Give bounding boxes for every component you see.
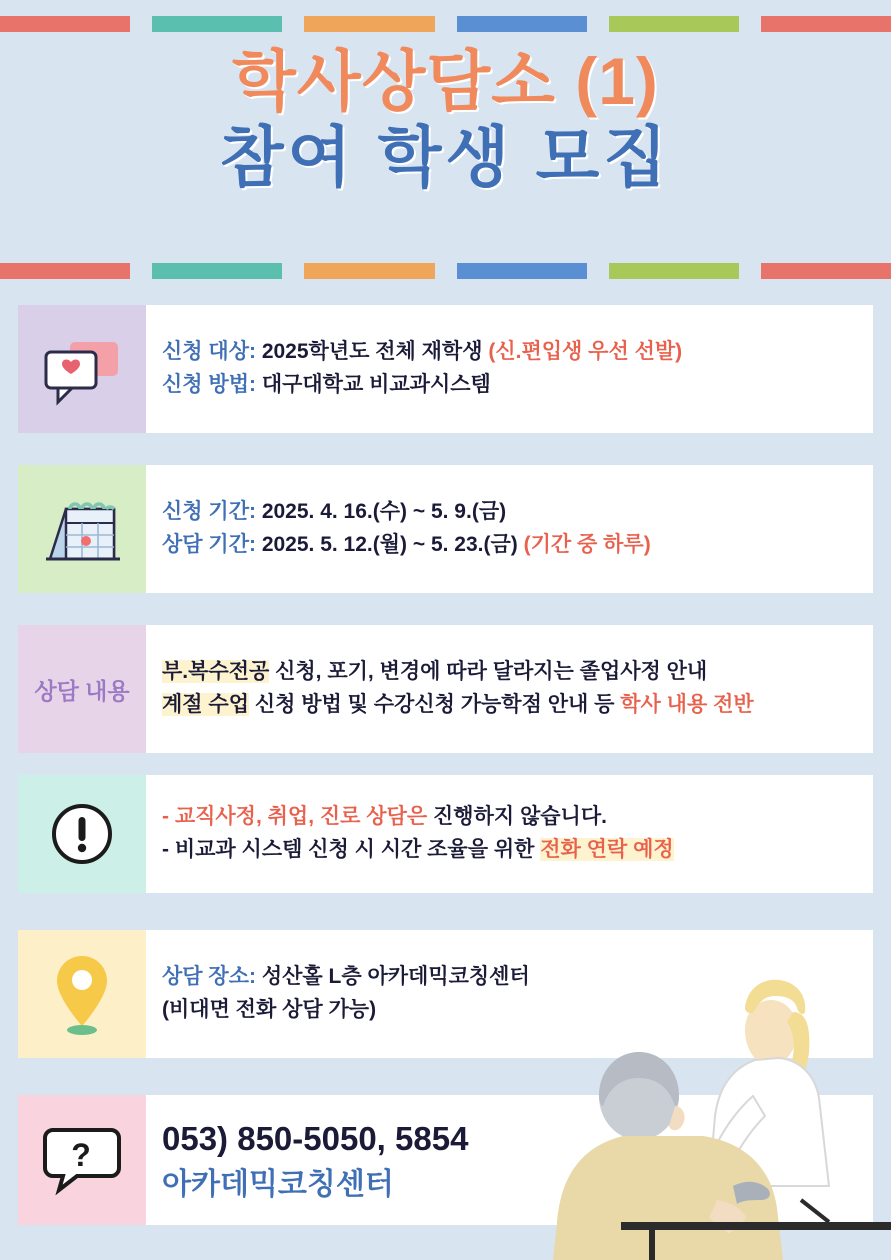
application-target-label: 신청 대상: — [162, 340, 256, 364]
apply-period-value: 2025. 4. 16.(수) ~ 5. 9.(금) — [261, 500, 507, 524]
consult-period-note: (기간 중 하루) — [523, 533, 651, 556]
place-label: 상담 장소: — [162, 965, 256, 989]
info-row-place — [18, 930, 873, 1058]
info-row-content — [18, 625, 873, 753]
content-line-1-rest: 신청, 포기, 변경에 따라 달라지는 졸업사정 안내 — [275, 660, 708, 684]
place-line-1 — [162, 961, 859, 994]
application-target-value: 2025학년도 전체 재학생 — [261, 340, 483, 364]
place-value: 성산홀 L층 아카데믹코칭센터 — [261, 965, 530, 989]
consult-period-label: 상담 기간: — [162, 533, 256, 556]
period-text — [146, 465, 873, 593]
contact-phone: 053) 850-5050, 5854 — [162, 1120, 469, 1158]
content-line-2-highlight: 계절 수업 — [162, 693, 249, 716]
illustration-desk — [621, 1222, 891, 1260]
application-text — [146, 305, 873, 433]
notice-line-1 — [162, 801, 859, 834]
apply-period-label: 신청 기간: — [162, 500, 256, 524]
content-text — [146, 625, 873, 753]
contact-text — [146, 1095, 873, 1225]
title-line-2: 참여 학생 모집 — [219, 119, 672, 194]
info-row-period — [18, 465, 873, 593]
decorative-color-bar-middle — [0, 263, 891, 279]
content-line-1 — [162, 656, 859, 689]
application-method-label: 신청 방법: — [162, 373, 256, 396]
content-line-2-note: 학사 내용 전반 — [620, 693, 754, 716]
content-label-cell — [18, 625, 146, 753]
notice-line-2-dark: - 비교과 시스템 신청 시 시간 조율을 위한 — [162, 838, 535, 861]
consult-period-line — [162, 529, 859, 562]
question-speech-bubble-icon — [18, 1095, 146, 1225]
contact-center-name: 아카데믹코칭센터 — [162, 1167, 394, 1201]
apply-period-line — [162, 496, 859, 529]
chat-heart-icon — [18, 305, 146, 433]
notice-line-1-red: - 교직사정, 취업, 진로 상담은 — [162, 805, 428, 829]
calendar-icon — [18, 465, 146, 593]
consult-period-value: 2025. 5. 12.(월) ~ 5. 23.(금) — [261, 533, 518, 556]
application-method-value: 대구대학교 비교과시스템 — [261, 373, 491, 396]
location-pin-icon — [18, 930, 146, 1058]
notice-text — [146, 775, 873, 893]
content-line-1-highlight: 부.복수전공 — [162, 660, 270, 684]
application-target-note: (신.편입생 우선 선발) — [488, 340, 683, 364]
info-row-application — [18, 305, 873, 433]
title-line-1: 학사상담소 (1) — [232, 44, 659, 118]
decorative-color-bar-top — [0, 16, 891, 32]
place-line-2: (비대면 전화 상담 가능) — [162, 998, 377, 1021]
info-row-contact — [18, 1095, 873, 1225]
content-label: 상담 내용 — [34, 677, 130, 704]
svg-text:?: ? — [71, 1137, 91, 1173]
content-line-2-rest: 신청 방법 및 수강신청 가능학점 안내 등 — [254, 693, 615, 716]
info-row-notice — [18, 775, 873, 893]
application-target-line — [162, 336, 859, 369]
content-line-2 — [162, 689, 859, 722]
place-text — [146, 930, 873, 1058]
poster-title — [0, 44, 891, 196]
application-method-line — [162, 369, 859, 402]
notice-line-2-red: 전화 연락 예정 — [540, 838, 674, 861]
notice-line-1-dark: 진행하지 않습니다. — [433, 805, 607, 829]
exclamation-circle-icon — [18, 775, 146, 893]
notice-line-2 — [162, 834, 859, 867]
